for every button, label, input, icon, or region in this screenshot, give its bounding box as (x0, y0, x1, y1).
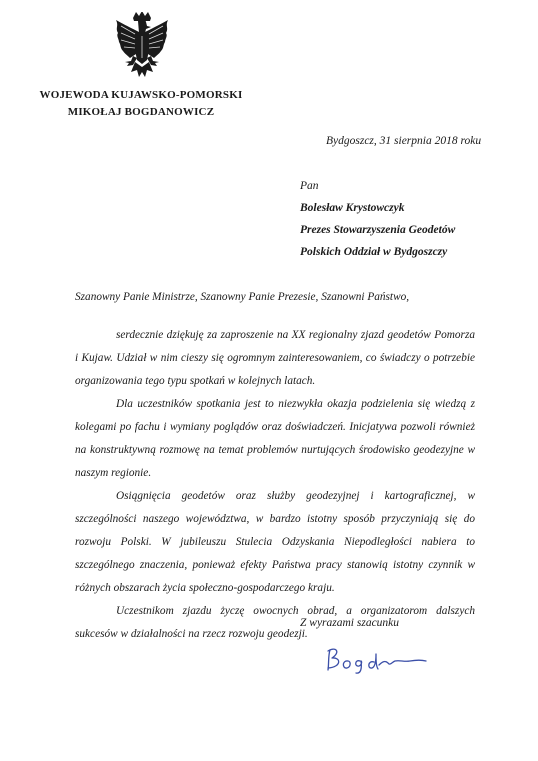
paragraph: Osiągnięcia geodetów oraz służby geodezyjnej i kartograficznej, w szczególności naszego województwa, w bardzo istotny sposób przyczyniają się do rozwoju Polski. W jubileuszu Stulecia Odzyskania Niepodległości nabiera to szczególnego znaczenia, ponieważ efekty Państwa pracy stanowią istotny czynnik w różnych obszarach życia społeczno-gospodarczego kraju. (75, 490, 475, 594)
letter-date: Bydgoszcz, 31 sierpnia 2018 roku (326, 135, 482, 147)
paragraph: serdecznie dziękuję za zaproszenie na XX regionalny zjazd geodetów Pomorza i Kujaw. Udział w nim cieszy się ogromnym zainteresowaniem, co świadczy o potrzebie organizowania tego typu spotkań w kolejnych latach. (75, 329, 475, 387)
recipient-organization: Polskich Oddział w Bydgoszczy (300, 246, 448, 258)
paragraph: Dla uczestników spotkania jest to niezwykła okazja podzielenia się wiedzą z kolegami po fachu i wymiany poglądów oraz doświadczeń. Inicjatywa pozwoli również na konstruktywną rozmowę na temat problemów nurtujących środowisko geodezyjne w naszym regionie. (75, 398, 475, 479)
closing: Z wyrazami szacunku (300, 617, 400, 629)
paragraph: Uczestnikom zjazdu życzę owocnych obrad, a organizatorom dalszych sukcesów w działalności na rzecz rozwoju geodezji. (75, 605, 475, 640)
letter-body (75, 310, 475, 646)
polish-eagle-emblem-icon (113, 12, 171, 80)
letterhead-title: WOJEWODA KUJAWSKO-POMORSKI (39, 89, 243, 101)
recipient-title: Pan (300, 180, 319, 192)
recipient-name: Bolesław Krystowczyk (300, 202, 405, 214)
letterhead-name: MIKOŁAJ BOGDANOWICZ (67, 106, 215, 118)
recipient-position: Prezes Stowarzyszenia Geodetów (300, 224, 456, 236)
salutation: Szanowny Panie Ministrze, Szanowny Panie Prezesie, Szanowni Państwo, (75, 291, 410, 303)
handwritten-signature (322, 642, 432, 676)
